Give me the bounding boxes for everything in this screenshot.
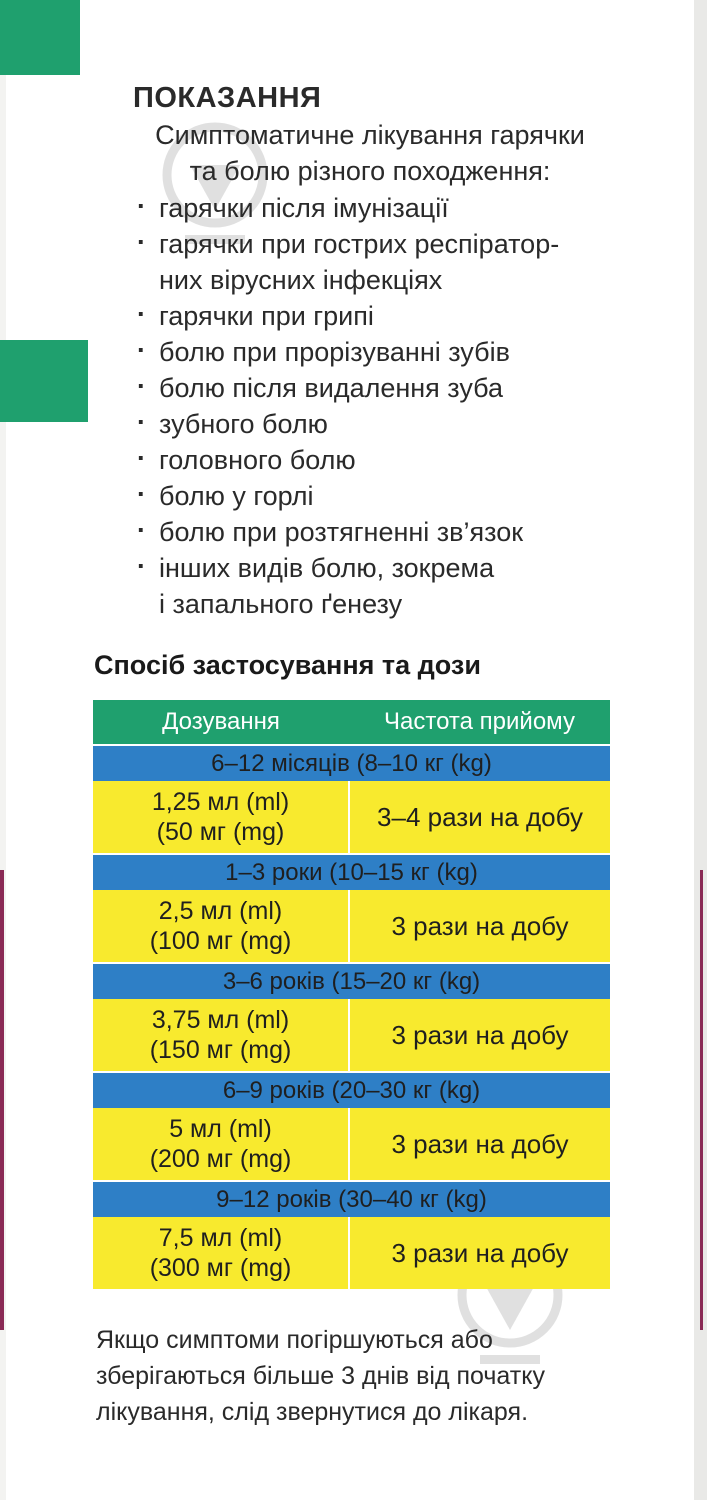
green-accent-middle (0, 340, 88, 422)
right-edge-stripe (700, 870, 703, 1330)
age-group-label: 3–6 років (15–20 кг (kg) (93, 963, 610, 999)
dose-amount (93, 781, 349, 854)
dose-ml: 3,75 мл (ml) (151, 1006, 290, 1034)
intro-line: та болю різного походження: (189, 156, 551, 186)
dose-mg: (150 мг (mg) (149, 1036, 292, 1064)
dose-row (93, 1108, 610, 1181)
dose-row (93, 890, 610, 963)
table-header-row (93, 700, 610, 745)
dose-ml: 1,25 мл (ml) (151, 788, 290, 816)
age-group-label: 1–3 роки (10–15 кг (kg) (93, 854, 610, 890)
dose-amount (93, 999, 349, 1072)
dose-row (93, 1217, 610, 1289)
note-line: зберігаються більше 3 днів від початку (96, 1362, 545, 1390)
dosing-title: Спосіб застосування та дози (94, 650, 481, 680)
green-accent-top (0, 0, 80, 75)
intro-line: Симптоматичне лікування гарячки (155, 120, 585, 150)
indication-item: · болю при розтягненні зв’язок (135, 514, 635, 550)
indication-item: · болю після видалення зуба (135, 370, 635, 406)
indication-item: · зубного болю (135, 406, 635, 442)
dose-frequency: 3–4 рази на добу (349, 781, 610, 854)
dose-mg: (100 мг (mg) (149, 927, 292, 955)
age-group-row (93, 1181, 610, 1217)
dose-frequency: 3 рази на добу (349, 999, 610, 1072)
age-group-label: 9–12 років (30–40 кг (kg) (93, 1181, 610, 1217)
indication-item: · гарячки після імунізації (135, 190, 635, 226)
dose-ml: 2,5 мл (ml) (158, 897, 283, 925)
dose-amount (93, 1108, 349, 1181)
dose-frequency: 3 рази на добу (349, 1108, 610, 1181)
dose-ml: 7,5 мл (ml) (158, 1224, 283, 1252)
age-group-row (93, 745, 610, 781)
dose-row (93, 999, 610, 1072)
dose-mg: (200 мг (mg) (149, 1145, 292, 1173)
age-group-row (93, 963, 610, 999)
header-dosage: Дозування (93, 700, 349, 745)
left-edge-stripe (0, 870, 4, 1330)
indication-item: · болю у горлі (135, 478, 635, 514)
doctor-note (96, 1322, 636, 1430)
note-line: лікування, слід звернутися до лікаря. (96, 1398, 529, 1426)
age-group-label: 6–9 років (20–30 кг (kg) (93, 1072, 610, 1108)
indication-item: · болю при прорізуванні зубів (135, 334, 635, 370)
header-frequency: Частота прийому (349, 700, 610, 745)
indication-item: · гарячки при гострих респіратор- (135, 226, 635, 262)
indication-item: них вірусних інфекціях (159, 265, 443, 295)
dosing-table (93, 700, 610, 1289)
dose-frequency: 3 рази на добу (349, 1217, 610, 1289)
dose-row (93, 781, 610, 854)
indication-item: · гарячки при грипі (135, 298, 635, 334)
age-group-row (93, 854, 610, 890)
indication-item: і запального ґенезу (159, 589, 403, 619)
dose-mg: (300 мг (mg) (149, 1254, 292, 1282)
indications-list (135, 190, 635, 622)
dose-amount (93, 890, 349, 963)
indication-item: · інших видів болю, зокрема (135, 550, 635, 586)
indications-intro (120, 117, 620, 189)
indications-title: ПОКАЗАННЯ (133, 82, 322, 114)
dose-amount (93, 1217, 349, 1289)
dose-ml: 5 мл (ml) (169, 1115, 272, 1143)
dose-mg: (50 мг (mg) (156, 818, 285, 846)
age-group-row (93, 1072, 610, 1108)
note-line: Якщо симптоми погіршуються або (96, 1326, 493, 1354)
indication-item: · головного болю (135, 442, 635, 478)
dose-frequency: 3 рази на добу (349, 890, 610, 963)
age-group-label: 6–12 місяців (8–10 кг (kg) (93, 745, 610, 781)
